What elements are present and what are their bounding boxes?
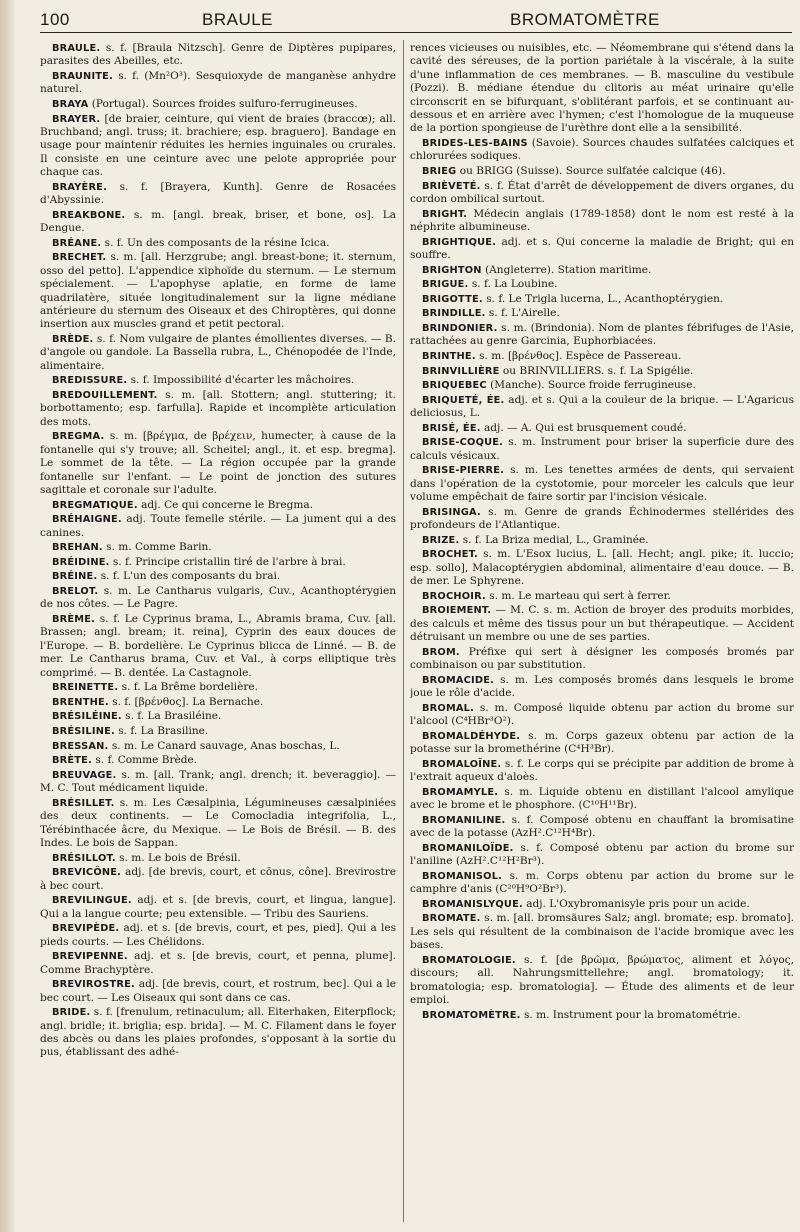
entry-headword: BRISÉ, ÉE.: [422, 422, 481, 434]
dictionary-entry: [410, 870, 794, 897]
entry-definition: s. f. État d'arrêt de développement de divers organes, du cordon ombilical surtout.: [410, 179, 794, 206]
entry-headword: BRÉSILLET.: [52, 797, 115, 809]
entry-headword: BRISE-COQUE.: [422, 437, 504, 449]
entry-headword: BRIGHT.: [422, 208, 468, 220]
entry-headword: BRIÈVETÉ.: [422, 180, 481, 192]
entry-definition: s. m. Corps obtenu par action du brome sur le camphre d'anis (C²⁰H⁹O²Br³).: [410, 869, 794, 896]
entry-definition: s. f. Composé obtenu en chauffant la bromisatine avec de la potasse (AzH².C¹²H⁴Br).: [410, 813, 794, 840]
entry-headword: BREGMATIQUE.: [52, 499, 138, 511]
entry-headword: BRENTHE.: [52, 696, 109, 708]
entry-headword: BRÈME.: [52, 614, 96, 626]
entry-headword: BRIDES-LES-BAINS: [422, 138, 528, 150]
entry-headword: BROMACIDE.: [422, 674, 495, 686]
dictionary-entry: [410, 758, 794, 785]
entry-headword: BREVICÔNE.: [52, 867, 122, 879]
dictionary-entry: [410, 379, 794, 392]
entry-headword: BRÉIDINE.: [52, 556, 110, 568]
entry-headword: BREINETTE.: [52, 682, 119, 694]
dictionary-entry: [40, 389, 396, 429]
entry-definition: adj. Toute femelle stérile. — La jument qui a des canines.: [40, 513, 396, 539]
entry-headword: BROMANILINE.: [422, 814, 506, 826]
entry-definition: s. f. Composé obtenu par action du brome sur l'aniline (AzH².C¹²H²Br³).: [410, 841, 794, 868]
entry-definition: s. m. Instrument pour briser la superficie dure des calculs vésicaux.: [410, 436, 794, 462]
entry-headword: BROMANISOL.: [422, 870, 503, 882]
entry-headword: BROIEMENT.: [422, 605, 492, 617]
entry-headword: BRIDE.: [52, 1007, 91, 1019]
dictionary-entry: [410, 42, 794, 136]
entry-definition: s. f. Le corps qui se précipite par addition de brome à l'extrait aqueux d'aloès.: [410, 757, 794, 784]
entry-definition: s. m. (Brindonia). Nom de plantes fébrifuges de l'Asie, rattachées au genre Garcinia, Euphorbiacées.: [410, 322, 794, 348]
entry-definition: s. f. Le Cyprinus brama, L., Abramis brama, Cuv. [all. Brassen; angl. bream; it. reina], Cyprin des eaux douces de l'Europe. — B. bordelière. Le Cyprinus blicca de Linné. — B. de mer. Le Cantharus brama, Cuv. et Val., à corps elliptique très comprimé. — B. dentée. La Castagnole.: [40, 613, 396, 679]
entry-headword: BROMAL.: [422, 702, 475, 714]
entry-definition: s. f. La Brasiline.: [114, 725, 209, 738]
entry-headword: BRÉSILLOT.: [52, 852, 116, 864]
dictionary-entry: [40, 681, 396, 694]
dictionary-entry: [40, 894, 396, 921]
entry-definition: s. m. Instrument pour la bromatométrie.: [520, 1008, 741, 1021]
entry-headword: BREHAN.: [52, 542, 103, 554]
entry-definition: s. f. Nom vulgaire de plantes émollientes diverses. — B. d'angole ou gandole. La Bassella rubra, L., Chénopodée de l'Inde, alimentaire.: [40, 333, 396, 372]
dictionary-entry: [40, 333, 396, 373]
entry-definition: [de braier, ceinture, qui vient de braies (braccœ); all. Bruchband; angl. truss; it. brachiere; esp. braguero]. Bandage en usage pour maintenir réduites les hernies inguinales ou crurales. Il consiste en une ceinture avec une pelote appropriée pour chaque cas.: [40, 112, 396, 179]
dictionary-entry: [40, 852, 396, 865]
dictionary-entry: [410, 293, 794, 306]
dictionary-entry: [410, 548, 794, 588]
entry-headword: BRIGHTIQUE.: [422, 236, 497, 248]
entry-definition: s. m. Le Canard sauvage, Anas boschas, L.: [108, 739, 340, 752]
entry-headword: BROMALDÉHYDE.: [422, 730, 521, 742]
entry-definition: s. f. Un des composants de la résine Icica.: [101, 236, 330, 249]
dictionary-entry: [40, 769, 396, 796]
entry-definition: adj. Ce qui concerne le Bregma.: [137, 498, 314, 511]
dictionary-entry: [40, 113, 396, 180]
entry-definition: s. m. [angl. break, briser, et bone, os]. La Dengue.: [40, 208, 396, 235]
entry-definition: s. f. [Braula Nitzsch]. Genre de Diptères pupipares, parasites des Abeilles, etc.: [40, 42, 396, 68]
entry-headword: BROCHOIR.: [422, 590, 486, 602]
entry-definition: s. f. L'Airelle.: [485, 307, 560, 320]
entry-definition: s. m. L'Esox lucius, L. [all. Hecht; angl. pike; it. luccio; esp. sollo], Malacoptérygien abdominal, alimentaire d'eau douce. — B. de mer. Le Sphyrene.: [410, 548, 794, 588]
dictionary-entry: [410, 912, 794, 952]
entry-definition: ou BRIGG (Suisse). Source sulfatée calcique (46).: [456, 165, 726, 178]
entry-definition: Préfixe qui sert à désigner les composés bromés par combinaison ou par substitution.: [410, 645, 794, 672]
dictionary-entry: [410, 165, 794, 178]
dictionary-entry: [410, 646, 794, 673]
dictionary-entry: [410, 394, 794, 421]
entry-definition: — M. C. s. m. Action de broyer des produits morbides, des calculs et même des tissus pour un but thérapeutique. — Accident détruisant un membre ou une de ses parties.: [410, 604, 794, 644]
entry-headword: BREVIPENNE.: [52, 951, 128, 963]
dictionary-entry: [410, 322, 794, 349]
dictionary-entry: [410, 436, 794, 463]
entry-headword: BROMALOÏNE.: [422, 758, 502, 770]
entry-headword: BRIQUEBEC: [422, 380, 487, 392]
entry-definition: (Angleterre). Station maritime.: [481, 263, 652, 276]
entry-headword: BRAYER.: [52, 113, 101, 125]
dictionary-entry: [40, 866, 396, 893]
entry-headword: BRIEG: [422, 166, 457, 178]
dictionary-entry: [40, 740, 396, 753]
entry-headword: BRESSAN.: [52, 740, 109, 752]
entry-headword: BRINDILLE.: [422, 308, 486, 320]
entry-definition: s. m. Genre de grands Échinodermes stellérides des profondeurs de l'Atlantique.: [410, 505, 794, 532]
dictionary-entry: [410, 674, 794, 701]
entry-headword: BREGMA.: [52, 431, 105, 443]
dictionary-entry: [40, 570, 396, 583]
dictionary-entry: [40, 613, 396, 680]
entry-definition: s. f. [βρένθος]. La Bernache.: [108, 695, 264, 708]
entry-definition: s. m. Composé liquide obtenu par action du brome sur l'alcool (C⁴HBr³O²).: [410, 701, 794, 728]
dictionary-entry: [410, 1009, 794, 1022]
dictionary-entry: [40, 70, 396, 97]
dictionary-entry: [410, 350, 794, 363]
entry-definition: s. m. [all. bromsäures Salz; angl. bromate; esp. bromato]. Les sels qui résultent de la combinaison de l'acide bromique avec les bases.: [410, 912, 794, 952]
entry-headword: BROM.: [422, 646, 460, 658]
entry-headword: BRIQUETÉ, ÉE.: [422, 394, 505, 406]
entry-definition: s. m. Les tenettes armées de dents, qui servaient dans l'opération de la cystotomie, pour morceler les calculs que leur volume empêchait de faire sortir par l'incision vésicale.: [410, 464, 794, 504]
dictionary-entry: [40, 374, 396, 387]
entry-headword: BREVILINGUE.: [52, 895, 132, 907]
entry-definition: adj. — A. Qui est brusquement coudé.: [480, 421, 687, 434]
dictionary-entry: [410, 422, 794, 435]
dictionary-entry: [410, 814, 794, 841]
dictionary-entry: [410, 137, 794, 164]
dictionary-entry: [410, 506, 794, 533]
dictionary-entry: [40, 1006, 396, 1060]
entry-definition: s. f. [frenulum, retinaculum; all. Eiterhaken, Eiterpflock; angl. bridle; it. briglia; esp. brida]. — M. C. Filament dans le foyer des abcès ou dans les plaies profondes, s'opposant à la sortie du pus, établissant des adhé-: [40, 1006, 396, 1059]
dictionary-entry: [40, 696, 396, 709]
dictionary-entry: [40, 754, 396, 767]
dictionary-entry: [40, 430, 396, 497]
entry-definition: s. f. Comme Brède.: [92, 754, 198, 767]
entry-definition: s. m. [all. Herzgrube; angl. breast-bone; it. sternum, osso del petto]. L'appendice xiphoïde du sternum. — Le sternum spécialement. — L'apophyse aplatie, en forme de lame quadrilatère, située longitudinalement sur la ligne médiane antérieure du sternum des Oiseaux et des Chiroptères, qui donne insertion aux muscles grand et petit pectoral.: [40, 251, 396, 331]
dictionary-entry: [410, 278, 794, 291]
header-rule: [40, 32, 792, 33]
dictionary-entry: [410, 730, 794, 757]
right-column: [410, 42, 794, 1224]
dictionary-entry: [40, 513, 396, 540]
entry-headword: BRISINGA.: [422, 506, 481, 518]
entry-definition: s. m. Le bois de Brésil.: [115, 851, 241, 864]
entry-definition: s. f. La Brême bordelière.: [118, 681, 258, 694]
dictionary-entry: [40, 950, 396, 977]
entry-definition: (Manche). Source froide ferrugineuse.: [486, 379, 696, 392]
dictionary-entry: [40, 98, 396, 111]
entry-headword: BRISE-PIERRE.: [422, 465, 505, 477]
entry-definition: s. f. La Briza medial, L., Graminée.: [459, 533, 649, 546]
dictionary-entry: [40, 585, 396, 612]
entry-definition: s. f. Le Trigla lucerna, L., Acanthoptérygien.: [482, 292, 724, 305]
dictionary-entry: [40, 978, 396, 1005]
entry-headword: BREUVAGE.: [52, 769, 117, 781]
page-number: 100: [40, 10, 70, 29]
entry-definition: s. m. Corps gazeux obtenu par action de la potasse sur la bromethérine (C⁴H³Br).: [410, 729, 794, 756]
entry-definition: s. m. [all. Stottern; angl. stuttering; it. borbottamento; esp. farfulla]. Rapide et incomplète articulation des mots.: [40, 389, 396, 428]
entry-definition: adj. [de brevis, court, et rostrum, bec]. Qui a le bec court. — Les Oiseaux qui sont dans ce cas.: [40, 978, 396, 1004]
entry-headword: BRINVILLIÈRE: [422, 365, 500, 377]
dictionary-entry: [40, 251, 396, 331]
entry-headword: BRÉINE.: [52, 571, 98, 583]
entry-headword: BRINDONIER.: [422, 323, 498, 334]
dictionary-entry: [40, 922, 396, 949]
dictionary-entry: [410, 365, 794, 378]
entry-headword: BRIGHTON: [422, 264, 482, 276]
dictionary-entry: [40, 42, 396, 69]
entry-headword: BREVIROSTRE.: [52, 979, 135, 991]
dictionary-entry: [40, 499, 396, 512]
entry-definition: s. m. [βρέγμα, de βρέχειν, humecter, à cause de la fontanelle qui s'y trouve; all. Scheitel; angl., it. et esp. bregma]. Le sommet de la tête. — La région occupée par la grande fontanelle sur l'enfant. — Le point de jonction des sutures sagittale et coronale sur l'adulte.: [40, 430, 396, 497]
entry-headword: BREDISSURE.: [52, 375, 128, 387]
entry-headword: BROCHET.: [422, 549, 478, 561]
entry-headword: BROMATOLOGIE.: [422, 954, 516, 966]
dictionary-entry: [410, 208, 794, 235]
entry-definition: s. f. (Mn²O³). Sesquioxyde de manganèse anhydre naturel.: [40, 70, 396, 96]
dictionary-entry: [410, 180, 794, 207]
entry-definition: s. f. Principe cristallin tiré de l'arbre à brai.: [109, 555, 346, 568]
dictionary-entry: [40, 237, 396, 250]
entry-definition: s. m. Les composés bromés dans lesquels le brome joue le rôle d'acide.: [410, 673, 794, 700]
dictionary-entry: [410, 264, 794, 277]
entry-headword: BROMATE.: [422, 913, 481, 925]
dictionary-entry: [410, 604, 794, 644]
entry-headword: BRÉSILINE.: [52, 726, 115, 738]
entry-definition: adj. [de brevis, court, et cōnus, cône]. Brevirostre à bec court.: [40, 866, 396, 892]
entry-definition: (Savoie). Sources chaudes sulfatées calciques et chlorurées sodiques.: [410, 137, 794, 163]
entry-definition: s. f. La Brasiléine.: [121, 710, 222, 723]
entry-definition: adj. et s. [de brevis, court, et pes, pied]. Qui a les pieds courts. — Les Chélidons.: [40, 922, 396, 948]
entry-definition: s. f. [de βρῶμα, βρώματος, aliment et λόγος, discours; all. Nahrungsmittellehre; angl. bromatology; it. bromatologia; esp. bromatologia]. — Étude des aliments et de leur emploi.: [410, 953, 794, 1006]
entry-headword: BRELOT.: [52, 586, 99, 598]
entry-headword: BRAULE.: [52, 43, 101, 54]
entry-headword: BROMANILOÏDE.: [422, 842, 514, 854]
entry-definition: s. f. L'un des composants du brai.: [97, 570, 281, 583]
entry-headword: BRAYA: [52, 99, 89, 110]
dictionary-entry: [40, 725, 396, 738]
entry-definition: s. m. Le marteau qui sert à ferrer.: [485, 589, 671, 602]
entry-headword: BROMATOMÈTRE.: [422, 1009, 521, 1021]
entry-definition: s. m. [βρένθος]. Espèce de Passereau.: [475, 350, 682, 362]
dictionary-entry: [40, 556, 396, 569]
left-running-head: BRAULE: [202, 10, 274, 29]
dictionary-entry: [40, 797, 396, 851]
entry-definition: adj. et s. [de brevis, court, et penna, plume]. Comme Brachyptère.: [40, 950, 396, 976]
dictionary-entry: [410, 954, 794, 1008]
dictionary-entry: [40, 181, 396, 208]
dictionary-entry: [410, 307, 794, 320]
entry-headword: BRÈDE.: [52, 334, 94, 346]
dictionary-entry: [410, 590, 794, 603]
entry-headword: BRÉANE.: [52, 237, 102, 249]
entry-headword: BRIGUE.: [422, 279, 469, 291]
dictionary-entry: [410, 464, 794, 504]
entry-headword: BROMAMYLE.: [422, 786, 499, 798]
entry-headword: BREAKBONE.: [52, 209, 126, 221]
entry-definition: ou BRINVILLIERS. s. f. La Spigélie.: [499, 364, 694, 377]
entry-headword: BRINTHE.: [422, 351, 476, 362]
entry-definition: s. m. Les Cæsalpinia, Légumineuses cæsalpiniées des deux continents. — Le Comocladia integrifolia, L., Térébinthacée âcre, du Mexique. — Le Bois de Brésil. — B. des Indes. Le bois de Sappan.: [40, 796, 396, 850]
entry-definition: s. m. Liquide obtenu en distillant l'alcool amylique avec le brome et le phosphore. (C¹⁰H¹¹Br).: [410, 785, 794, 812]
entry-definition: s. f. [Brayera, Kunth]. Genre de Rosacées d'Abyssinie.: [40, 180, 396, 207]
column-divider: [403, 40, 404, 1222]
entry-headword: BRECHET.: [52, 252, 107, 264]
entry-headword: BROMANISLYQUE.: [422, 898, 523, 910]
entry-headword: BRIGOTTE.: [422, 293, 483, 305]
entry-definition: s. m. [all. Trank; angl. drench; it. beveraggio]. — M. C. Tout médicament liquide.: [40, 768, 396, 795]
dictionary-entry: [410, 702, 794, 729]
entry-definition: s. m. Le Cantharus vulgaris, Cuv., Acanthoptérygien de nos côtes. — Le Pagre.: [40, 585, 396, 611]
entry-definition: (Portugal). Sources froides sulfuro-ferrugineuses.: [88, 98, 358, 110]
dictionary-entry: [410, 534, 794, 547]
entry-headword: BREDOUILLEMENT.: [52, 390, 158, 402]
dictionary-entry: [410, 786, 794, 813]
entry-definition: rences vicieuses ou nuisibles, etc. — Néomembrane qui s'étend dans la cavité des séreuses, de la portion pariétale à la viscérale, à la suite d'une inflammation de ces membranes. — B. masculine du vestibule (Pozzi). B. médiane étendue du clitoris au méat urinaire qu'elle circonscrit en se bifurquant, s'oblitérant parfois, et se continuant au-dessous et en arrière avec l'hymen; c'est l'homologue de la muqueuse de la portion spongieuse de l'urèthre dont elle a la sensibilité.: [410, 42, 794, 135]
dictionary-entry: [40, 710, 396, 723]
entry-headword: BRÉHAIGNE.: [52, 514, 122, 526]
entry-headword: BRAUNITE.: [52, 71, 113, 82]
dictionary-entry: [410, 236, 794, 263]
entry-headword: BRIZE.: [422, 534, 460, 546]
dictionary-entry: [40, 209, 396, 236]
entry-headword: BRÈTE.: [52, 755, 93, 767]
entry-definition: adj. et s. Qui a la couleur de la brique. — L'Agaricus deliciosus, L.: [410, 393, 794, 420]
page-margin-shadow: [0, 0, 14, 1232]
page-header: [40, 6, 790, 32]
entry-definition: adj. et s. Qui concerne la maladie de Bright; qui en souffre.: [410, 235, 794, 262]
left-column: [40, 42, 396, 1224]
entry-definition: s. m. Comme Barin.: [102, 541, 212, 554]
entry-headword: BRAYÈRE.: [52, 181, 107, 193]
entry-definition: s. f. La Loubine.: [468, 278, 558, 291]
dictionary-entry: [410, 842, 794, 869]
dictionary-entry: [410, 898, 794, 911]
entry-headword: BRÉSILÉINE.: [52, 711, 122, 723]
entry-definition: s. f. Impossibilité d'écarter les mâchoires.: [127, 374, 355, 387]
entry-definition: Médecin anglais (1789-1858) dont le nom est resté à la néphrite albumineuse.: [410, 207, 794, 234]
right-running-head: BROMATOMÈTRE: [510, 10, 660, 29]
entry-headword: BREVIPÈDE.: [52, 923, 120, 935]
entry-definition: adj. L'Oxybromanisyle pris pour un acide.: [522, 897, 750, 910]
entry-definition: adj. et s. [de brevis, court, et lingua, langue]. Qui a la langue courte; peu extensible. — Tribu des Sauriens.: [40, 894, 396, 920]
dictionary-entry: [40, 541, 396, 554]
